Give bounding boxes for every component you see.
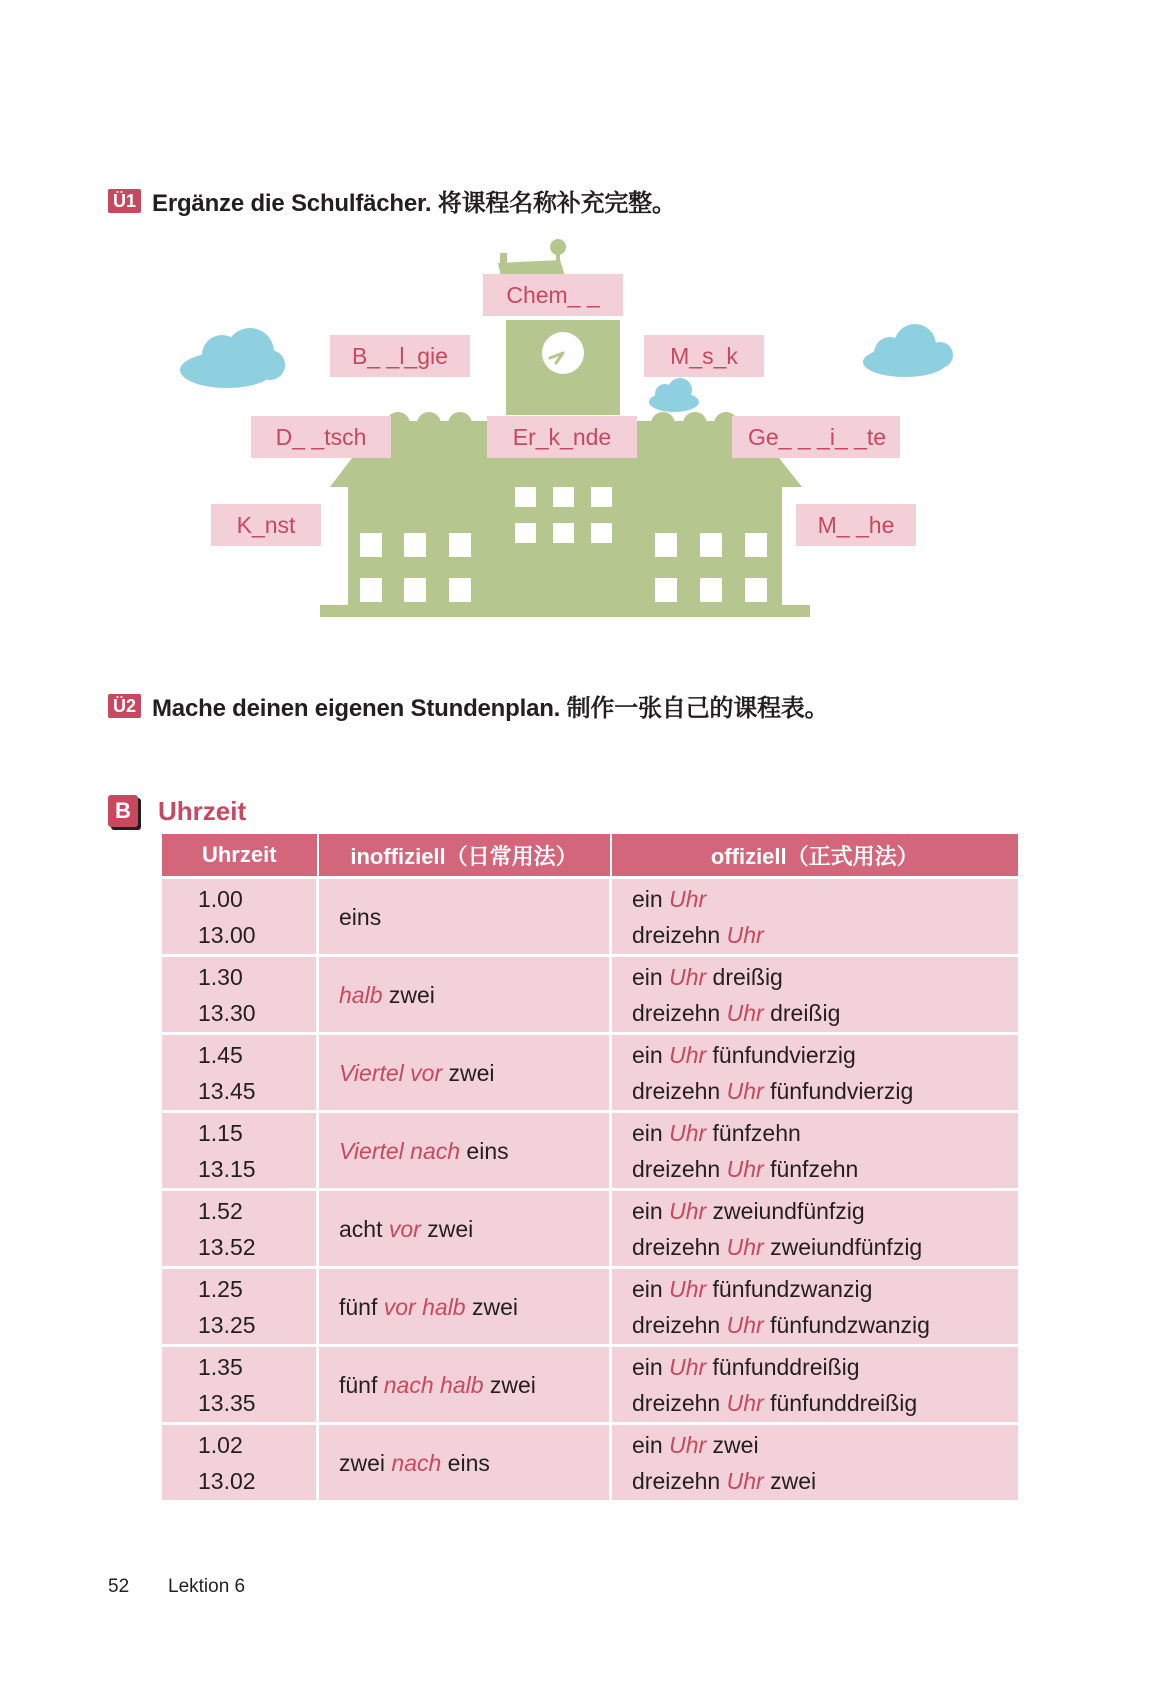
subject-tag-kunst: K_nst — [211, 504, 321, 546]
section-title: Uhrzeit — [158, 795, 247, 826]
time-am: 1.02 — [198, 1431, 243, 1458]
official-pm — [632, 1229, 998, 1265]
keyword-text: Uhr — [726, 1311, 764, 1338]
subject-tag-biologie: B_ _l_gie — [330, 335, 470, 377]
subject-tag-chemie: Chem_ _ — [483, 274, 623, 316]
header-inoffiziell: inoffiziell（日常用法） — [318, 834, 611, 878]
plain-text: zwei — [442, 1059, 495, 1086]
subject-tag-geschichte: Ge_ _ _i_ _te — [732, 416, 900, 458]
cloud-left-icon — [180, 328, 285, 388]
inofficial-cell — [318, 1190, 611, 1268]
plain-text: zwei — [763, 1467, 817, 1494]
exercise-badge: Ü2 — [108, 694, 141, 718]
plain-text: ein — [632, 1041, 670, 1068]
table-row — [162, 1190, 1018, 1268]
plain-text: dreizehn — [632, 999, 727, 1026]
keyword-text: Uhr — [726, 921, 764, 948]
official-pm — [632, 917, 998, 953]
plain-text: eins — [339, 903, 382, 930]
official-pm — [632, 995, 998, 1031]
plain-text: zwei — [420, 1215, 474, 1242]
time-am: 1.30 — [198, 963, 243, 990]
time-cell — [162, 1112, 318, 1190]
keyword-text: Uhr — [669, 885, 707, 912]
keyword-text: Viertel vor — [339, 1059, 443, 1086]
time-cell — [162, 1424, 318, 1501]
plain-text: dreizehn — [632, 921, 727, 948]
subject-tag-deutsch: D_ _tsch — [251, 416, 391, 458]
official-am — [632, 1115, 998, 1151]
time-cell — [162, 1346, 318, 1424]
official-cell — [611, 1112, 1019, 1190]
inofficial-cell — [318, 956, 611, 1034]
official-pm — [632, 1307, 998, 1343]
official-pm — [632, 1073, 998, 1109]
inofficial-cell — [318, 1424, 611, 1501]
time-pm: 13.02 — [198, 1467, 256, 1494]
time-am: 1.25 — [198, 1275, 243, 1302]
plain-text: fünfzehn — [706, 1119, 801, 1146]
keyword-text: nach — [391, 1449, 442, 1476]
time-am: 1.00 — [198, 885, 243, 912]
official-pm — [632, 1385, 998, 1421]
keyword-text: Uhr — [669, 1041, 707, 1068]
exercise-title: Mache deinen eigenen Stundenplan. 制作一张自己的课程表。 — [152, 695, 829, 722]
keyword-text: halb — [440, 1371, 484, 1398]
plain-text: eins — [460, 1137, 509, 1164]
cloud-right-icon — [863, 324, 953, 377]
plain-text: fünf — [339, 1293, 384, 1320]
plain-text: zweiundfünfzig — [706, 1197, 865, 1224]
plain-text: zwei — [339, 1449, 392, 1476]
keyword-text: halb — [339, 981, 383, 1008]
keyword-text: Uhr — [669, 1275, 707, 1302]
keyword-text: Uhr — [726, 1077, 764, 1104]
official-cell — [611, 1190, 1019, 1268]
official-cell — [611, 956, 1019, 1034]
plain-text: fünfundzwanzig — [706, 1275, 873, 1302]
time-pm: 13.52 — [198, 1233, 256, 1260]
time-pm: 13.30 — [198, 999, 256, 1026]
subject-tag-erdkunde: Er_k_nde — [487, 416, 637, 458]
time-am: 1.35 — [198, 1353, 243, 1380]
official-cell — [611, 1346, 1019, 1424]
official-pm — [632, 1151, 998, 1187]
plain-text: ein — [632, 1197, 670, 1224]
plain-text: dreißig — [706, 963, 783, 990]
plain-text: fünfundvierzig — [763, 1077, 914, 1104]
plain-text: ein — [632, 885, 670, 912]
official-am — [632, 1427, 998, 1463]
table-row — [162, 1268, 1018, 1346]
official-cell — [611, 1034, 1019, 1112]
keyword-text: vor — [383, 1293, 416, 1320]
official-am — [632, 1037, 998, 1073]
exercise-2-heading — [108, 688, 828, 723]
plain-text: dreizehn — [632, 1467, 727, 1494]
plain-text: zwei — [483, 1371, 536, 1398]
plain-text: dreizehn — [632, 1077, 727, 1104]
plain-text: fünfundvierzig — [706, 1041, 856, 1068]
plain-text: fünfundzwanzig — [763, 1311, 930, 1338]
exercise-title: Ergänze die Schulfächer. 将课程名称补充完整。 — [152, 190, 676, 217]
plain-text: zwei — [465, 1293, 518, 1320]
official-cell — [611, 878, 1019, 956]
section-letter-badge: B — [108, 795, 138, 827]
inofficial-cell — [318, 878, 611, 956]
official-am — [632, 881, 998, 917]
plain-text: ein — [632, 1119, 670, 1146]
cloud-small-icon — [649, 378, 699, 412]
table-row — [162, 1346, 1018, 1424]
plain-text: ein — [632, 1275, 670, 1302]
official-cell — [611, 1424, 1019, 1501]
official-am — [632, 959, 998, 995]
plain-text: dreizehn — [632, 1155, 727, 1182]
plain-text: fünfzehn — [763, 1155, 859, 1182]
official-am — [632, 1271, 998, 1307]
time-pm: 13.00 — [198, 921, 256, 948]
section-b-heading — [108, 795, 246, 827]
official-am — [632, 1193, 998, 1229]
plain-text: fünf — [339, 1371, 384, 1398]
official-cell — [611, 1268, 1019, 1346]
plain-text: ein — [632, 1353, 670, 1380]
page-number: 52 — [108, 1576, 130, 1597]
plain-text: eins — [441, 1449, 490, 1476]
inofficial-cell — [318, 1112, 611, 1190]
exercise-badge: Ü1 — [108, 189, 141, 213]
plain-text: fünfunddreißig — [763, 1389, 918, 1416]
time-am: 1.45 — [198, 1041, 243, 1068]
plain-text: zwei — [382, 981, 435, 1008]
plain-text: ein — [632, 1431, 670, 1458]
inofficial-cell — [318, 1268, 611, 1346]
keyword-text: Uhr — [669, 1353, 707, 1380]
official-pm — [632, 1463, 998, 1499]
plain-text: dreizehn — [632, 1233, 727, 1260]
subject-tag-musik: M_s_k — [644, 335, 764, 377]
table-row — [162, 1424, 1018, 1501]
exercise-1-heading — [108, 183, 676, 218]
time-cell — [162, 1190, 318, 1268]
table-row — [162, 1034, 1018, 1112]
header-offiziell: offiziell（正式用法） — [611, 834, 1019, 878]
time-cell — [162, 878, 318, 956]
keyword-text: halb — [422, 1293, 466, 1320]
keyword-text: Uhr — [726, 1467, 764, 1494]
time-cell — [162, 956, 318, 1034]
inofficial-cell — [318, 1034, 611, 1112]
keyword-text: Uhr — [669, 1119, 707, 1146]
header-uhrzeit: Uhrzeit — [162, 834, 318, 878]
time-expressions-table — [162, 834, 1018, 1500]
keyword-text: Uhr — [669, 963, 707, 990]
keyword-text: Uhr — [726, 1155, 764, 1182]
keyword-text: vor — [388, 1215, 421, 1242]
time-cell — [162, 1268, 318, 1346]
plain-text: zweiundfünfzig — [763, 1233, 923, 1260]
subject-tag-mathe: M_ _he — [796, 504, 916, 546]
time-am: 1.15 — [198, 1119, 243, 1146]
plain-text: ein — [632, 963, 670, 990]
lesson-label: Lektion 6 — [168, 1576, 246, 1597]
table-row — [162, 1112, 1018, 1190]
plain-text: acht — [339, 1215, 389, 1242]
plain-text: dreizehn — [632, 1311, 727, 1338]
table-header-row — [162, 834, 1018, 878]
table-row — [162, 956, 1018, 1034]
time-pm: 13.25 — [198, 1311, 256, 1338]
plain-text: dreizehn — [632, 1389, 727, 1416]
inofficial-cell — [318, 1346, 611, 1424]
table-row — [162, 878, 1018, 956]
keyword-text: Uhr — [726, 1233, 764, 1260]
keyword-text: nach — [383, 1371, 434, 1398]
time-am: 1.52 — [198, 1197, 243, 1224]
time-pm: 13.15 — [198, 1155, 256, 1182]
time-pm: 13.35 — [198, 1389, 256, 1416]
school-illustration — [170, 225, 960, 635]
official-am — [632, 1349, 998, 1385]
time-cell — [162, 1034, 318, 1112]
plain-text: dreißig — [763, 999, 841, 1026]
keyword-text: Viertel nach — [339, 1137, 461, 1164]
keyword-text: Uhr — [726, 999, 764, 1026]
plain-text: zwei — [706, 1431, 759, 1458]
plain-text: fünfunddreißig — [706, 1353, 860, 1380]
time-pm: 13.45 — [198, 1077, 256, 1104]
keyword-text: Uhr — [669, 1431, 707, 1458]
keyword-text: Uhr — [669, 1197, 707, 1224]
keyword-text: Uhr — [726, 1389, 764, 1416]
